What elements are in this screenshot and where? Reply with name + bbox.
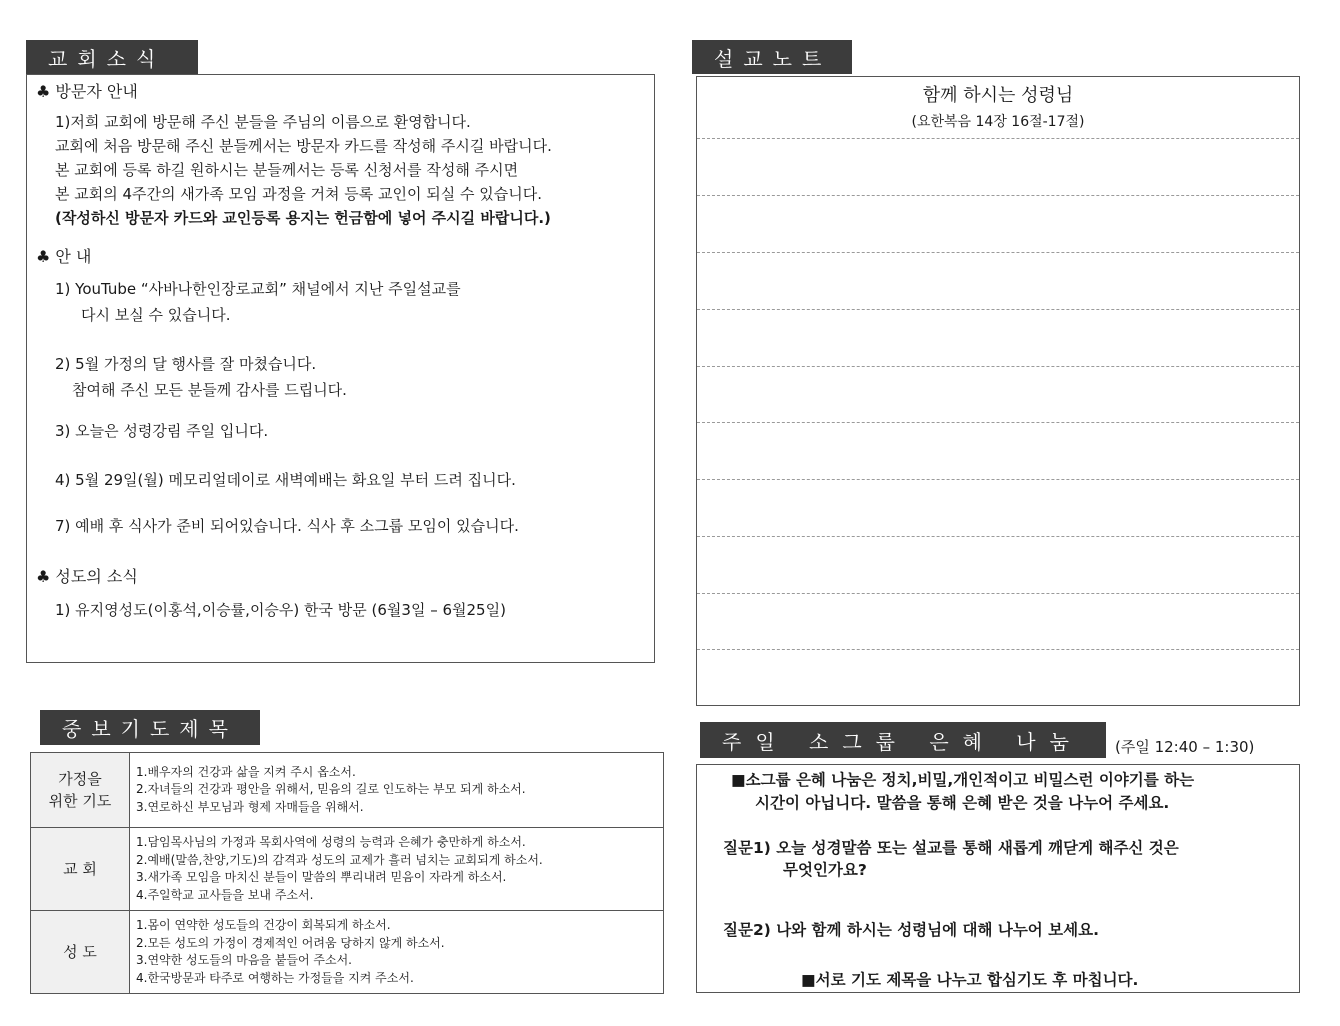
prayer-category	[31, 911, 130, 994]
prayer-items	[130, 828, 664, 911]
prayer-items	[130, 911, 664, 994]
visitor-line: 교회에 처음 방문해 주신 분들께서는 방문자 카드를 작성해 주시길 바랍니다.	[55, 137, 552, 155]
visitor-note: (작성하신 방문자 카드와 교인등록 용지는 헌금함에 넣어 주시길 바랍니다.)	[55, 209, 551, 227]
sermon-notes-tab: 설교노트	[692, 40, 852, 74]
prayer-category-label: 성 도	[63, 943, 97, 961]
notice-line: 4) 5월 29일(월) 메모리얼데이로 새벽예배는 화요일 부터 드려 집니다.	[55, 471, 516, 489]
note-line	[697, 309, 1299, 310]
visitor-line: 본 교회의 4주간의 새가족 모임 과정을 거쳐 등록 교인이 되실 수 있습니다.	[55, 185, 542, 203]
prayer-item: 4.주일학교 교사들을 보내 주소서.	[136, 887, 314, 902]
group-closing: ■서로 기도 제목을 나누고 합심기도 후 마칩니다.	[801, 971, 1139, 989]
notice-line: 7) 예배 후 식사가 준비 되어있습니다. 식사 후 소그룹 모임이 있습니다.	[55, 517, 519, 535]
group-question-1: 질문1) 오늘 성경말씀 또는 설교를 통해 새롭게 깨닫게 해주신 것은	[723, 839, 1179, 857]
prayer-item: 1.배우자의 건강과 삶을 지켜 주시 옵소서.	[136, 764, 356, 779]
prayer-item: 2.모든 성도의 가정이 경제적인 어려움 당하지 않게 하소서.	[136, 935, 445, 950]
visitor-heading: ♣ 방문자 안내	[36, 82, 138, 101]
prayer-item: 3.연로하신 부모님과 형제 자매들을 위해서.	[136, 799, 364, 814]
members-line: 1) 유지영성도(이홍석,이승률,이승우) 한국 방문 (6월3일 – 6월25일)	[55, 601, 506, 619]
group-intro: ■소그룹 은혜 나눔은 정치,비밀,개인적이고 비밀스런 이야기를 하는	[731, 771, 1195, 789]
notice-line: 3) 오늘은 성령강림 주일 입니다.	[55, 422, 269, 440]
prayer-item: 4.한국방문과 타주로 여행하는 가정들을 지켜 주소서.	[136, 970, 414, 985]
prayer-item: 2.자녀들의 건강과 평안을 위해서, 믿음의 길로 인도하는 부모 되게 하소서.	[136, 782, 526, 797]
small-group-tab: 주일 소그룹 은혜 나눔	[700, 722, 1106, 758]
note-line	[697, 536, 1299, 537]
group-question-2: 질문2) 나와 함께 하시는 성령님에 대해 나누어 보세요.	[723, 921, 1099, 939]
prayer-category	[31, 828, 130, 911]
prayer-item: 1.담임목사님의 가정과 목회사역에 성령의 능력과 은혜가 충만하게 하소서.	[136, 835, 526, 849]
note-line	[697, 422, 1299, 423]
notice-line: 1) YouTube “사바나한인장로교회” 채널에서 지난 주일설교를	[55, 280, 461, 298]
prayer-section-tab: 중보기도제목	[40, 710, 260, 745]
note-line	[697, 138, 1299, 139]
note-line	[697, 195, 1299, 196]
prayer-item: 1.몸이 연약한 성도들의 건강이 회복되게 하소서.	[136, 918, 391, 932]
news-section-tab: 교회소식	[26, 40, 198, 74]
visitor-line: 1)저희 교회에 방문해 주신 분들을 주님의 이름으로 환영합니다.	[55, 113, 471, 131]
prayer-items	[130, 753, 664, 828]
prayer-category	[31, 753, 130, 828]
prayer-category-label: 가정을 위한 기도	[48, 770, 112, 810]
visitor-line: 본 교회에 등록 하길 원하시는 분들께서는 등록 신청서를 작성해 주시면	[55, 161, 519, 179]
notice-line: 참여해 주신 모든 분들께 감사를 드립니다.	[72, 381, 347, 399]
notice-line: 2) 5월 가정의 달 행사를 잘 마쳤습니다.	[55, 355, 317, 373]
notice-line: 다시 보실 수 있습니다.	[81, 306, 231, 324]
note-line	[697, 593, 1299, 594]
prayer-row-members	[31, 911, 664, 994]
prayer-row-family	[31, 753, 664, 828]
prayer-row-church	[31, 828, 664, 911]
prayer-item: 3.새가족 모임을 마치신 분들이 말씀의 뿌리내려 믿음이 자라게 하소서.	[136, 870, 507, 884]
sermon-reference: (요한복음 14장 16절-17절)	[911, 114, 1085, 130]
prayer-item: 2.예배(말씀,찬양,기도)의 감격과 성도의 교제가 흘러 넘치는 교회되게 하소서.	[136, 852, 543, 867]
note-line	[697, 252, 1299, 253]
small-group-box	[696, 764, 1300, 993]
prayer-table	[30, 752, 664, 994]
group-intro: 시간이 아닙니다. 말씀을 통해 은혜 받은 것을 나누어 주세요.	[755, 794, 1170, 812]
members-heading: ♣ 성도의 소식	[36, 567, 138, 586]
sermon-title: 함께 하시는 성령님	[922, 85, 1074, 106]
sermon-notes-box[interactable]	[696, 76, 1300, 706]
note-line	[697, 649, 1299, 650]
prayer-item: 3.연약한 성도들의 마음을 붙들어 주소서.	[136, 953, 352, 967]
small-group-time: (주일 12:40 – 1:30)	[1115, 738, 1255, 756]
news-section	[26, 74, 655, 663]
note-line	[697, 366, 1299, 367]
notice-heading: ♣ 안 내	[36, 247, 92, 266]
prayer-category-label: 교 회	[63, 860, 97, 878]
note-line	[697, 479, 1299, 480]
group-question-1-cont: 무엇인가요?	[783, 861, 867, 879]
